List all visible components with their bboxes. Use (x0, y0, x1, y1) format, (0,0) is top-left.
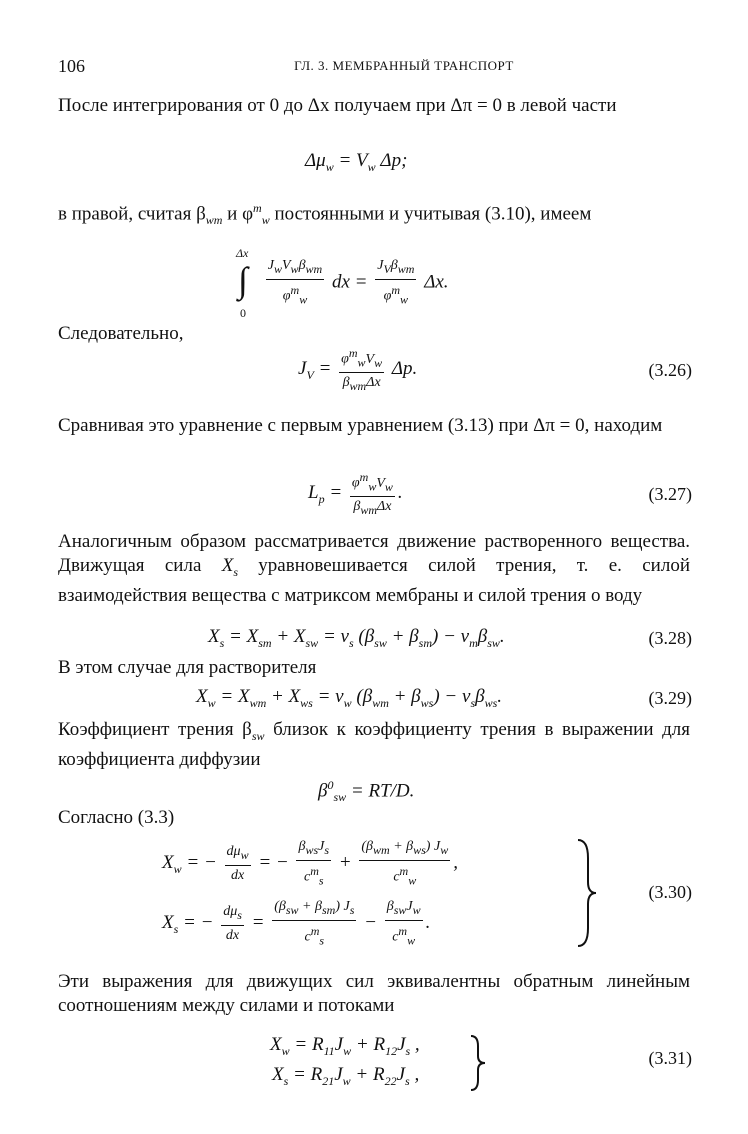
equation-3-30-line-2: $X_s$ = − $\frac{d\mu_s}{dx}$ = $\frac{(\beta_{sw} + \beta_{sm}) J_s}{c^m_s}$ − $\frac{\beta_{sw}J_w}{c^m_w}$ . (162, 899, 431, 948)
equation-3-27: $L_p$ = $\frac{\varphi^m_wV_w}{\beta_{wm}\Delta x}$ . (308, 470, 403, 518)
equation-3-31-line-1: $X_w = R_{11}J_w + R_{12}J_s$ , (270, 1034, 420, 1058)
equation-3-28: $X_s = X_{sm} + X_{sw} = v_s$ $(\beta_{sw} + \beta_{sm}) - v_m\beta_{sw}$. (208, 626, 505, 650)
equation-3-26: $J_V$ = $\frac{\varphi^m_wV_w}{\beta_{wm}\Delta x}$ Δp. (298, 346, 418, 394)
equation-3-30-line-1: $X_w$ = − $\frac{d\mu_w}{dx}$ = − $\frac{\beta_{ws}J_s}{c^m_s}$ + $\frac{(\beta_{wm} + \beta_{ws}) J_w}{c^m_w}$ , (162, 839, 458, 888)
equation-delta-mu: $\Delta\mu_w = V_w$ Δp; (305, 150, 408, 174)
equation-integral: Δx ∫ 0 $\frac{J_wV_w\beta_{wm}}{\varphi^m_w}$ dx = $\frac{J_V\beta_{wm}}{\varphi^m_w}$ Δx. (236, 246, 449, 320)
paragraph-4: Сравнивая это уравнение с первым уравнением (3.13) при Δπ = 0, находим (58, 415, 663, 436)
paragraph-8: Согласно (3.3) (58, 807, 175, 828)
equation-number-3-28: (3.28) (648, 628, 692, 648)
paragraph-6: В этом случае для растворителя (58, 657, 317, 678)
equation-number-3-31: (3.31) (648, 1048, 692, 1068)
equation-number-3-26: (3.26) (648, 360, 692, 380)
equation-number-3-29: (3.29) (648, 688, 692, 708)
paragraph-2: в правой, считая $\beta_{wm}$ и $\varphi^m_w$ постоянными и учитывая (3.10), имеем (58, 201, 592, 228)
running-title: ГЛ. 3. МЕМБРАННЫЙ ТРАНСПОРТ (294, 58, 514, 73)
equation-3-31-line-2: $X_s = R_{21}J_w + R_{22}J_s$ , (272, 1064, 420, 1088)
paragraph-1: После интегрирования от 0 до Δx получаем при Δπ = 0 в левой части (58, 95, 617, 116)
equation-number-3-27: (3.27) (648, 484, 692, 504)
paragraph-3: Следовательно, (58, 323, 184, 344)
right-brace-3-31 (468, 1034, 488, 1092)
paragraph-5: Аналогичным образом рассматривается движение растворенного вещества. Движущая сила $X_s$ уравновешивается силой трения, т. е. силой взаимодействия вещества с матриксом мембраны и силой трения о воду (58, 531, 691, 606)
equation-3-29: $X_w = X_{wm} + X_{ws} = v_w$ $(\beta_{wm} + \beta_{ws}) - v_s\beta_{ws}$. (196, 686, 503, 710)
paragraph-7: Коэффициент трения $\beta_{sw}$ близок к коэффициенту трения в выражении для коэффициента диффузии (58, 719, 690, 770)
paragraph-9: Эти выражения для движущих сил эквивалентны обратным линейным соотношениям между силами и потоками (58, 971, 690, 1016)
right-brace-3-30 (574, 838, 598, 948)
equation-beta-sw: $\beta^0_{sw} = RT/D$. (318, 778, 415, 805)
page-number: 106 (58, 56, 85, 76)
equation-number-3-30: (3.30) (648, 882, 692, 902)
